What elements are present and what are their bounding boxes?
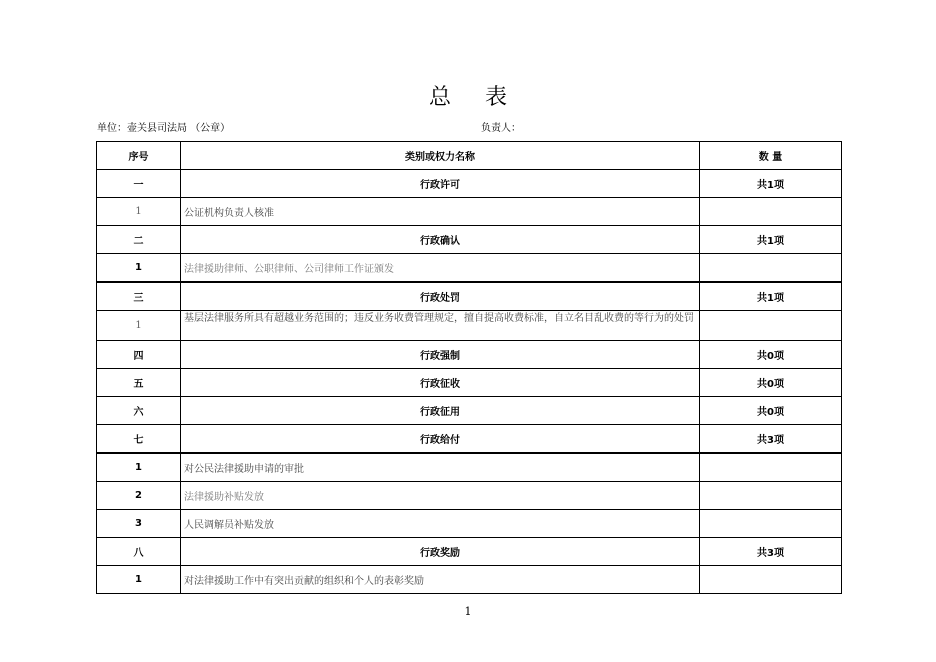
row-seq: 1 <box>97 198 181 226</box>
row-seq: 1 <box>97 311 181 341</box>
responsible-person-label: 负责人： <box>481 123 521 134</box>
row-seq: 八 <box>97 538 181 566</box>
row-qty <box>700 198 842 226</box>
table-row <box>97 311 842 341</box>
row-name: 对法律援助工作中有突出贡献的组织和个人的表彰奖励 <box>181 566 700 594</box>
row-qty: 共0项 <box>700 397 842 425</box>
row-name: 行政奖励 <box>181 538 700 566</box>
row-seq: 五 <box>97 369 181 397</box>
table-row <box>97 369 842 397</box>
row-qty <box>700 482 842 510</box>
row-seq: 2 <box>97 482 181 510</box>
title-char-1: 总 <box>428 85 451 110</box>
header-qty: 数 量 <box>700 142 842 170</box>
row-qty: 共0项 <box>700 369 842 397</box>
table-row <box>97 170 842 198</box>
table-row <box>97 282 842 311</box>
table-row <box>97 453 842 482</box>
table-row <box>97 566 842 594</box>
row-name: 行政给付 <box>181 425 700 454</box>
table-row <box>97 226 842 254</box>
row-seq: 1 <box>97 254 181 283</box>
row-seq: 七 <box>97 425 181 454</box>
row-seq: 3 <box>97 510 181 538</box>
header-name: 类别或权力名称 <box>181 142 700 170</box>
row-qty <box>700 510 842 538</box>
row-seq: 四 <box>97 341 181 369</box>
row-qty: 共1项 <box>700 226 842 254</box>
row-seq: 三 <box>97 282 181 311</box>
row-seq: 1 <box>97 566 181 594</box>
row-qty <box>700 566 842 594</box>
table-row <box>97 341 842 369</box>
row-seq: 六 <box>97 397 181 425</box>
row-name: 行政许可 <box>181 170 700 198</box>
row-qty <box>700 453 842 482</box>
table-row <box>97 425 842 454</box>
page-number: 1 <box>464 605 472 618</box>
table-row <box>97 198 842 226</box>
row-qty: 共1项 <box>700 282 842 311</box>
row-qty: 共0项 <box>700 341 842 369</box>
row-name: 行政征用 <box>181 397 700 425</box>
row-qty <box>700 311 842 341</box>
table-row <box>97 510 842 538</box>
row-name: 行政确认 <box>181 226 700 254</box>
table-row <box>97 254 842 283</box>
title-char-2: 表 <box>485 85 508 110</box>
row-name: 法律援助补贴发放 <box>181 482 700 510</box>
table-row <box>97 397 842 425</box>
row-name: 基层法律服务所具有超越业务范围的；违反业务收费管理规定，擅自提高收费标准，自立名目乱收费的等行为的处罚 <box>181 311 700 341</box>
row-seq: 一 <box>97 170 181 198</box>
row-name: 行政处罚 <box>181 282 700 311</box>
unit-label: 单位：壶关县司法局 （公章） <box>97 123 231 134</box>
page-title <box>0 80 936 111</box>
table-header-row <box>97 142 842 170</box>
summary-table <box>96 141 842 594</box>
row-name: 人民调解员补贴发放 <box>181 510 700 538</box>
row-name: 法律援助律师、公职律师、公司律师工作证颁发 <box>181 254 700 283</box>
row-seq: 1 <box>97 453 181 482</box>
row-qty: 共3项 <box>700 538 842 566</box>
table-row <box>97 538 842 566</box>
row-name: 对公民法律援助申请的审批 <box>181 453 700 482</box>
row-name: 行政强制 <box>181 341 700 369</box>
table-row <box>97 482 842 510</box>
row-qty: 共3项 <box>700 425 842 454</box>
row-name: 公证机构负责人核准 <box>181 198 700 226</box>
row-qty: 共1项 <box>700 170 842 198</box>
row-name: 行政征收 <box>181 369 700 397</box>
header-seq: 序号 <box>97 142 181 170</box>
row-qty <box>700 254 842 283</box>
row-seq: 二 <box>97 226 181 254</box>
